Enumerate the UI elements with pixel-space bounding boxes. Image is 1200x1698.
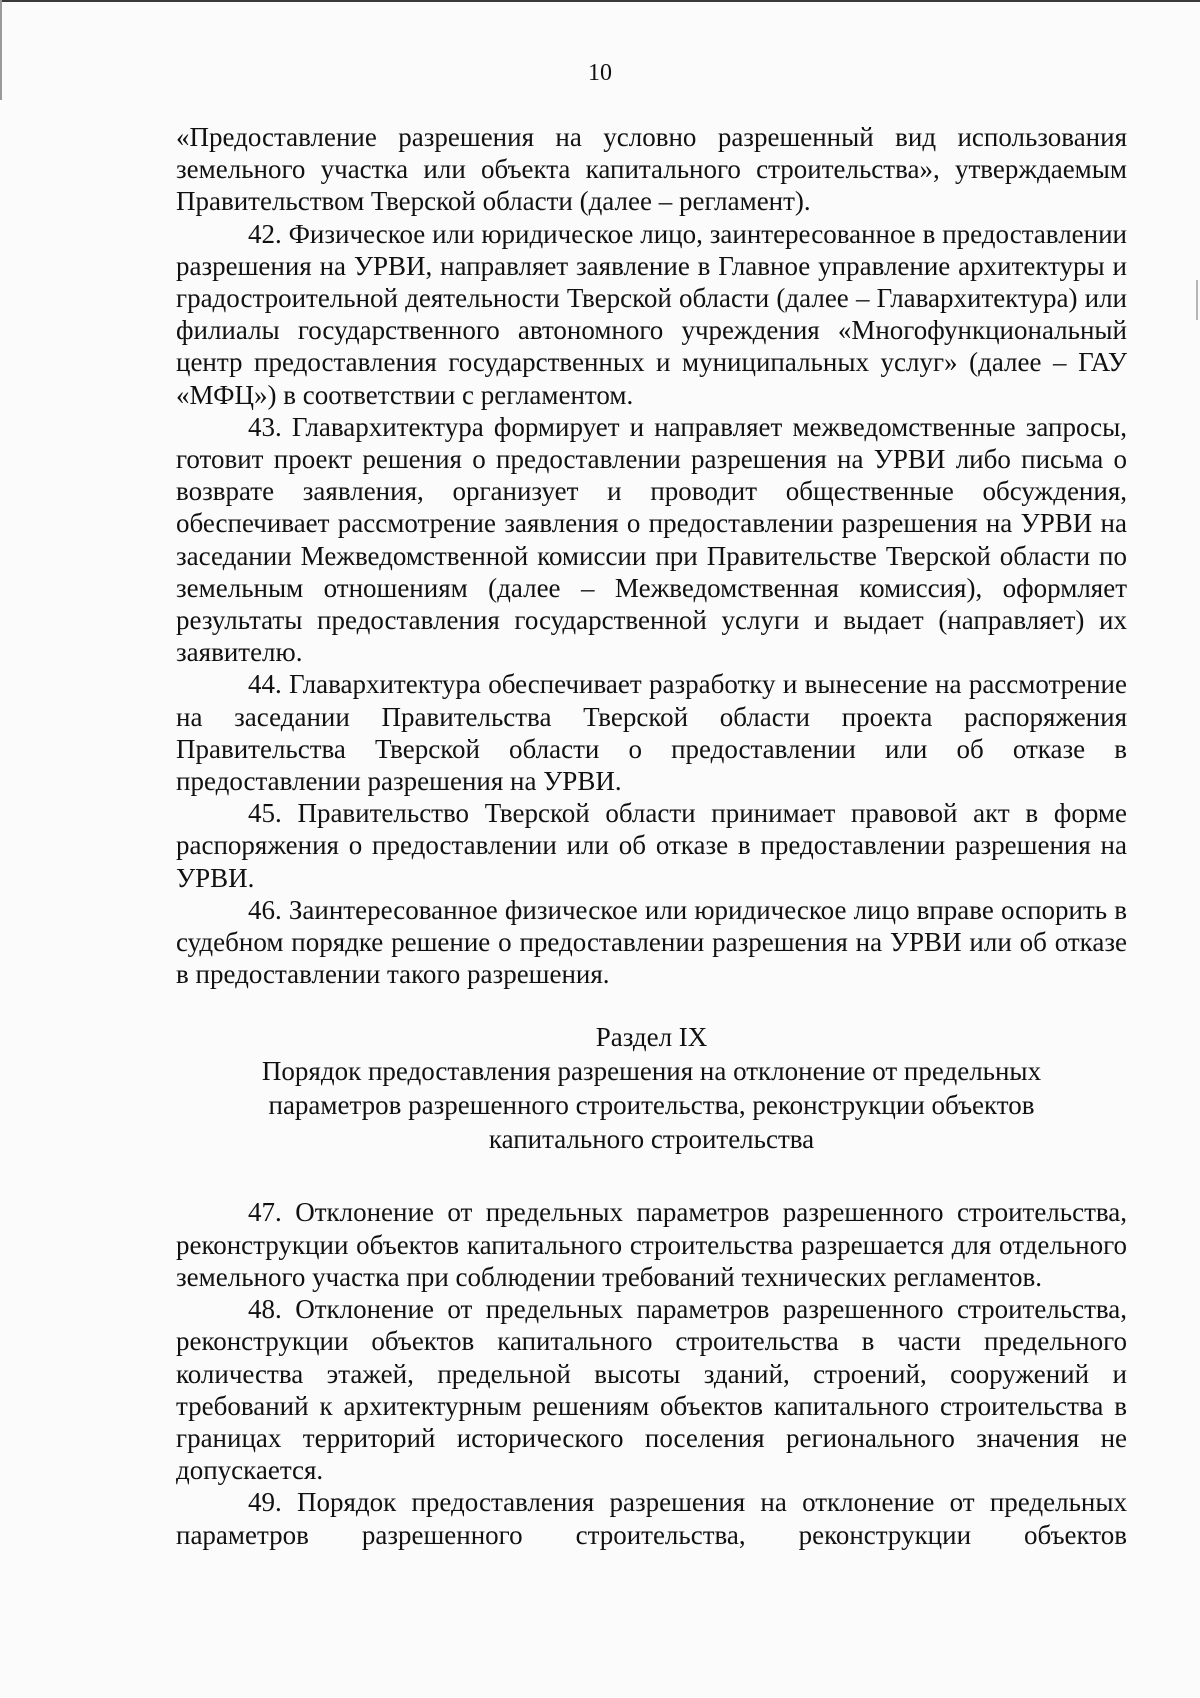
section-heading (176, 1020, 1127, 1156)
paragraph-42: 42. Физическое или юридическое лицо, заинтересованное в предоставлении разрешения на УРВИ, направляет заявление в Главное управление архитектуры и градостроительной деятельности Тверской области (далее – Главархитектура) или филиалы государственного автономного учреждения «Многофункциональный центр предоставления государственных и муниципальных услуг» (далее – ГАУ «МФЦ») в соответствии с регламентом. (176, 218, 1127, 410)
paragraph-47: 47. Отклонение от предельных параметров разрешенного строительства, реконструкции объектов капитального строительства разрешается для отдельного земельного участка при соблюдении требований технических регламентов. (176, 1197, 1127, 1292)
page-number: 10 (588, 60, 612, 86)
section-title: Порядок предоставления разрешения на отклонение от предельных параметров разрешенного строительства, реконструкции объектов капитального строительства (261, 1056, 1042, 1155)
section-label: Раздел IX (595, 1022, 708, 1053)
paragraph-44: 44. Главархитектура обеспечивает разработку и вынесение на рассмотрение на заседании Правительства Тверской области проекта распоряжения Правительства Тверской области о предоставлении или об отказе в предоставлении разрешения на УРВИ. (176, 669, 1127, 797)
paragraph-49: 49. Порядок предоставления разрешения на отклонение от предельных параметров разрешенного строительства, реконструкции объектов (176, 1487, 1127, 1550)
document-body (176, 121, 1127, 1551)
scan-edge-line (1196, 280, 1198, 320)
paragraph-45: 45. Правительство Тверской области принимает правовой акт в форме распоряжения о предоставлении или об отказе в предоставлении разрешения на УРВИ. (176, 798, 1127, 893)
scan-edge-line (0, 0, 1200, 2)
paragraph-43: 43. Главархитектура формирует и направляет межведомственные запросы, готовит проект решения о предоставлении разрешения на УРВИ либо письма о возврате заявления, организует и проводит общественные обсуждения, обеспечивает рассмотрение заявления о предоставлении разрешения на УРВИ на заседании Межведомственной комиссии при Правительстве Тверской области по земельным отношениям (далее – Межведомственная комиссия), оформляет результаты предоставления государственной услуги и выдает (направляет) их заявителю. (176, 411, 1127, 668)
paragraph-intro: «Предоставление разрешения на условно разрешенный вид использования земельного участка или объекта капитального строительства», утверждаемым Правительством Тверской области (далее – регламент). (176, 122, 1127, 217)
paragraph-48: 48. Отклонение от предельных параметров разрешенного строительства, реконструкции объектов капитального строительства в части предельного количества этажей, предельной высоты зданий, строений, сооружений и требований к архитектурным решениям объектов капитального строительства в границах территорий исторического поселения регионального значения не допускается. (176, 1294, 1127, 1486)
paragraph-46: 46. Заинтересованное физическое или юридическое лицо вправе оспорить в судебном порядке решение о предоставлении разрешения на УРВИ или об отказе в предоставлении такого разрешения. (176, 894, 1127, 990)
